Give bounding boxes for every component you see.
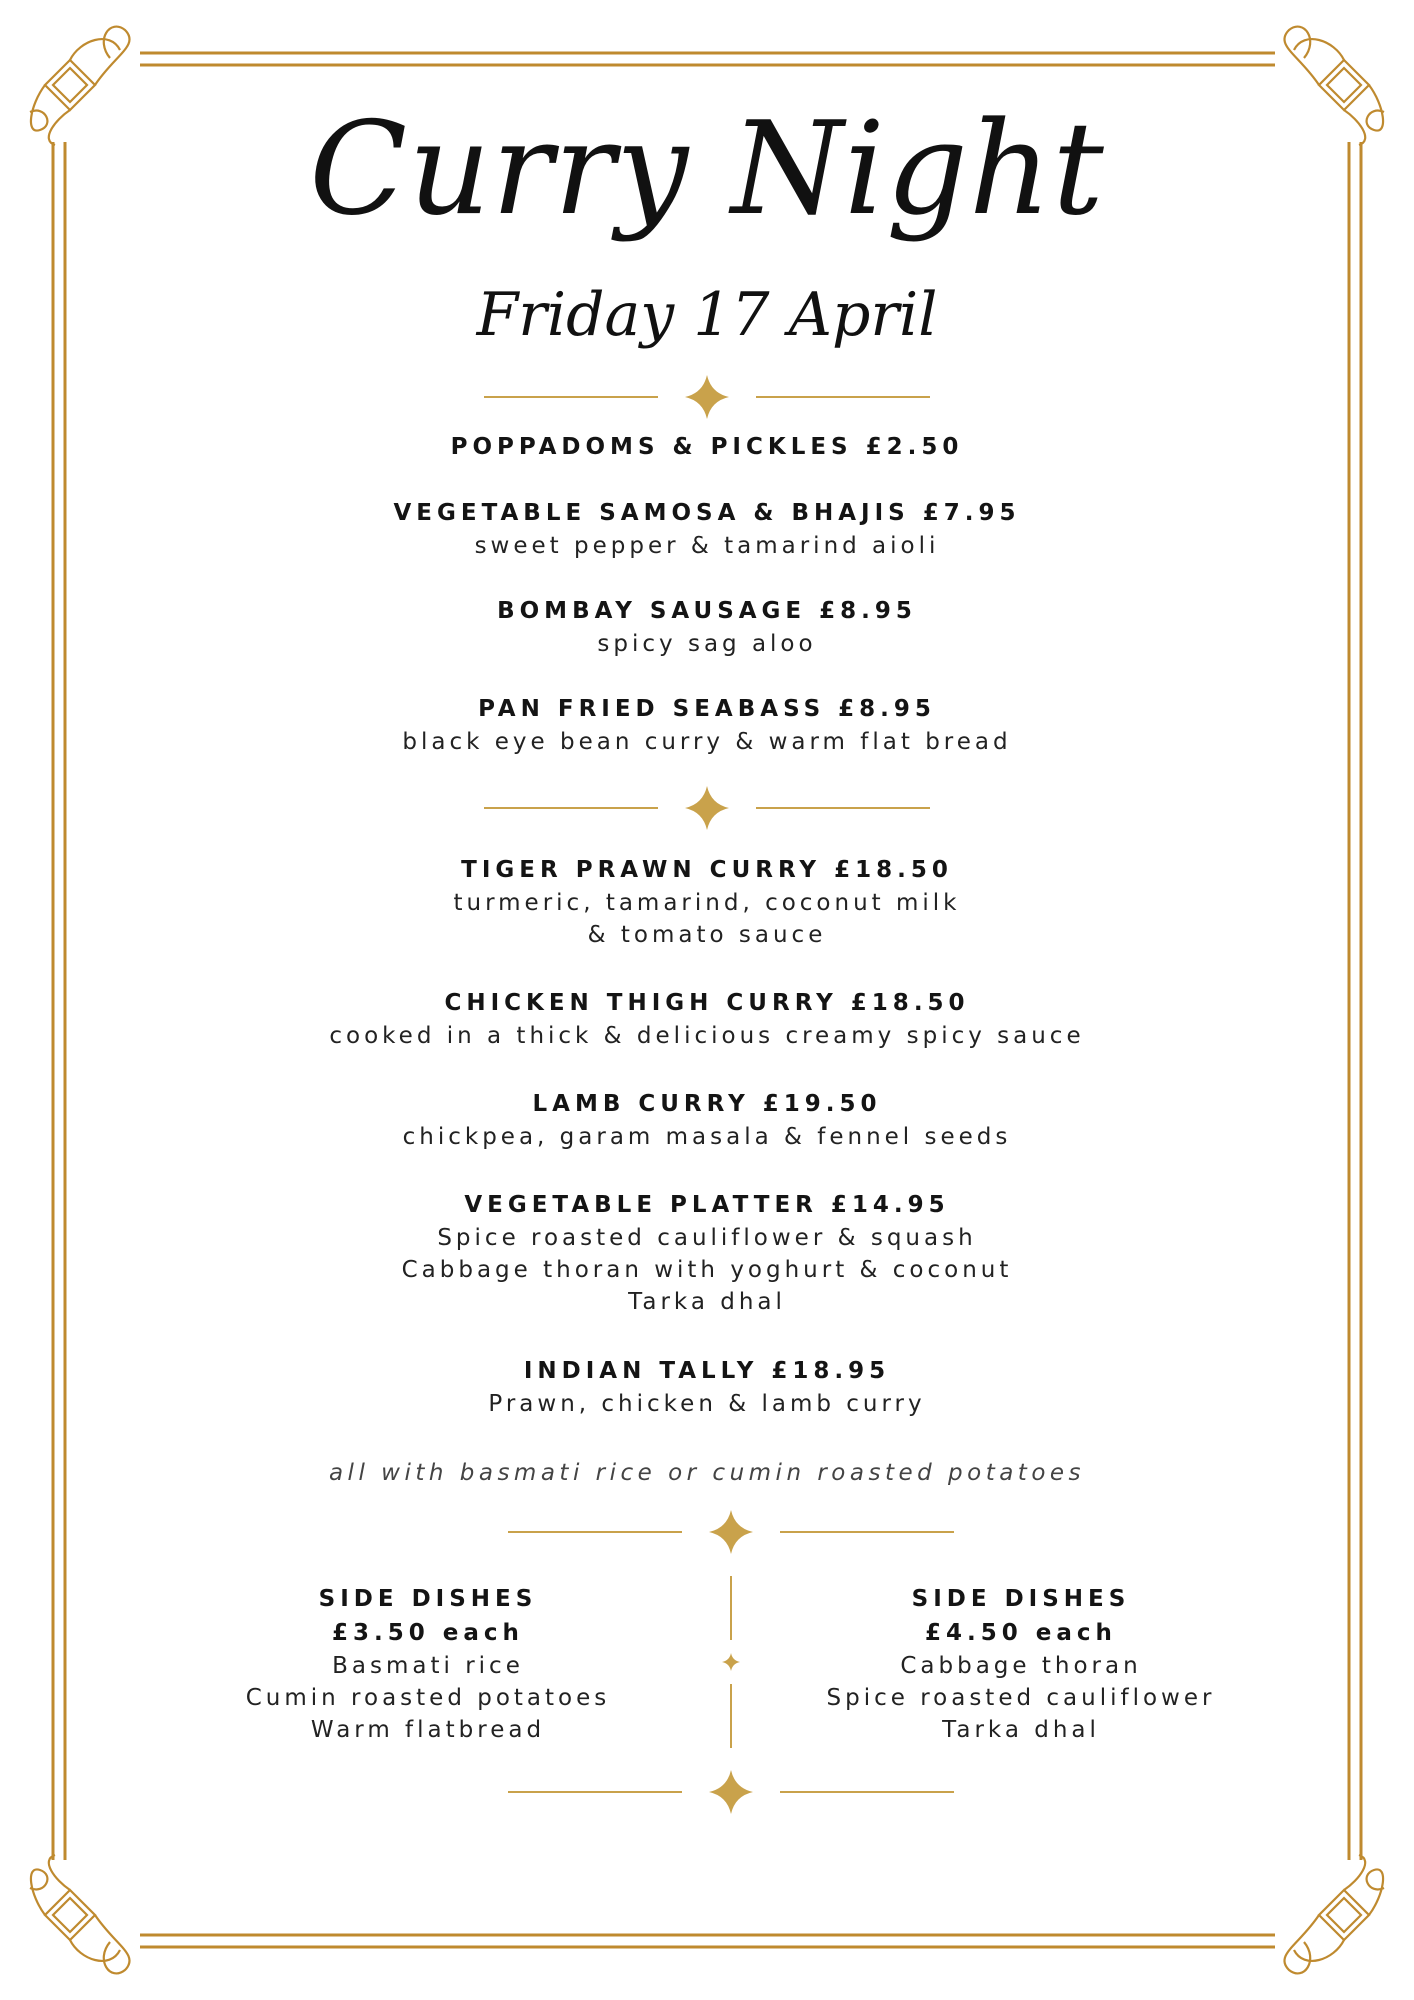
corner-ornament-bottom-right: [1284, 1855, 1384, 1973]
divider-star-3: [508, 1510, 954, 1554]
side-price: £3.50 each: [332, 1620, 524, 1646]
item-description: turmeric, tamarind, coconut milk: [453, 890, 961, 916]
item-description: chickpea, garam masala & fennel seeds: [402, 1124, 1012, 1150]
item-description: Cabbage thoran with yoghurt & coconut: [401, 1257, 1013, 1283]
item-title: POPPADOMS & PICKLES £2.50: [450, 434, 964, 460]
item-description: Tarka dhal: [628, 1289, 786, 1315]
menu-date: Friday 17 April: [476, 280, 938, 350]
menu-item: [0, 1354, 1414, 1420]
side-item: Cumin roasted potatoes: [245, 1685, 611, 1711]
side-dishes-left: [148, 1582, 708, 1746]
item-description: spicy sag aloo: [597, 631, 817, 657]
item-description: Spice roasted cauliflower & squash: [437, 1225, 977, 1251]
side-vertical-divider: [722, 1576, 740, 1748]
item-title: VEGETABLE PLATTER £14.95: [464, 1192, 950, 1218]
item-description: sweet pepper & tamarind aioli: [474, 533, 940, 559]
item-title: VEGETABLE SAMOSA & BHAJIS £7.95: [393, 500, 1021, 526]
menu-item: [0, 1087, 1414, 1153]
side-item: Cabbage thoran: [900, 1653, 1142, 1679]
item-title: TIGER PRAWN CURRY £18.50: [461, 857, 953, 883]
menu-item: [0, 594, 1414, 660]
divider-star-1: [484, 375, 930, 419]
side-title: SIDE DISHES: [318, 1586, 538, 1612]
menu-item: [0, 1188, 1414, 1318]
item-description: Prawn, chicken & lamb curry: [488, 1391, 926, 1417]
side-price: £4.50 each: [925, 1620, 1117, 1646]
side-dishes-right: [741, 1582, 1301, 1746]
menu-item: [0, 430, 1414, 464]
side-title: SIDE DISHES: [911, 1586, 1131, 1612]
accompaniment-note: all with basmati rice or cumin roasted potatoes: [328, 1460, 1086, 1486]
item-description: cooked in a thick & delicious creamy spicy sauce: [329, 1023, 1085, 1049]
item-description: & tomato sauce: [587, 922, 827, 948]
menu-item: [0, 496, 1414, 562]
menu-item: [0, 692, 1414, 758]
divider-star-4: [508, 1770, 954, 1814]
item-title: BOMBAY SAUSAGE £8.95: [497, 598, 917, 624]
divider-star-2: [484, 786, 930, 830]
side-item: Spice roasted cauliflower: [826, 1685, 1216, 1711]
side-item: Basmati rice: [332, 1653, 524, 1679]
menu-title: Curry Night: [309, 95, 1105, 244]
menu-item: [0, 986, 1414, 1052]
side-item: Tarka dhal: [942, 1717, 1100, 1743]
item-title: CHICKEN THIGH CURRY £18.50: [444, 990, 970, 1016]
menu-item: [0, 853, 1414, 951]
side-item: Warm flatbread: [310, 1717, 546, 1743]
item-title: INDIAN TALLY £18.95: [523, 1358, 891, 1384]
item-title: PAN FRIED SEABASS £8.95: [478, 696, 936, 722]
item-description: black eye bean curry & warm flat bread: [402, 729, 1012, 755]
corner-ornament-bottom-left: [30, 1855, 130, 1973]
item-title: LAMB CURRY £19.50: [532, 1091, 882, 1117]
